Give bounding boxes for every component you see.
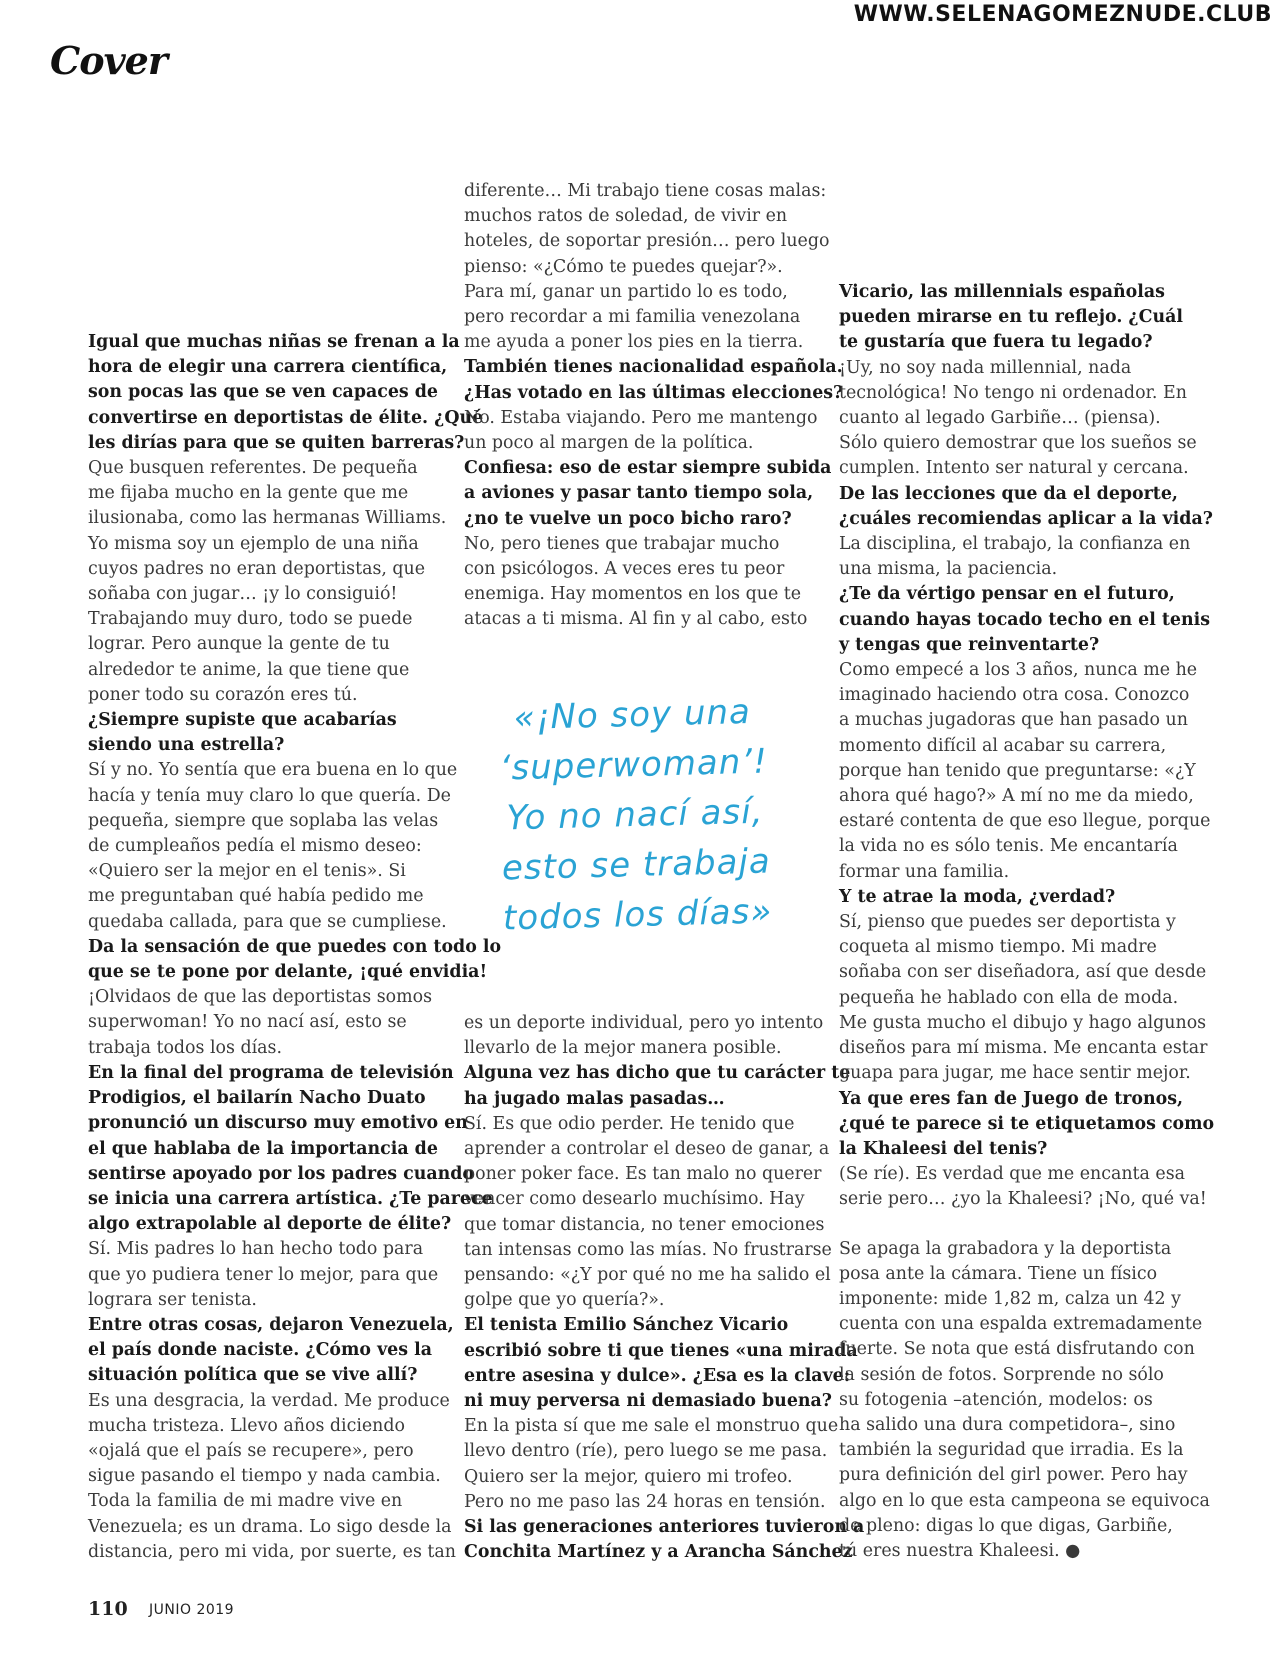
answer-line: me ayuda a poner los pies en la tierra. [464, 332, 804, 353]
answer-line: No. Estaba viajando. Pero me mantengo [464, 407, 818, 428]
answer-line: Quiero ser la mejor, quiero mi trofeo. [464, 1466, 793, 1487]
question-line: hora de elegir una carrera científica, [88, 357, 448, 378]
answer-line: No, pero tienes que trabajar mucho [464, 533, 780, 554]
page-number: 110 [88, 1598, 128, 1620]
answer-line: ¡Uy, no soy nada millennial, nada [839, 357, 1132, 378]
pull-quote-line: Yo no nací así, [506, 791, 764, 839]
answer-line: golpe que yo quería?». [464, 1290, 665, 1311]
answer-line: llevarlo de la mejor manera posible. [464, 1038, 782, 1059]
question-line: convertirse en deportistas de élite. ¿Qué [88, 407, 484, 428]
answer-line: enemiga. Hay momentos en los que te [464, 584, 802, 605]
answer-line: momento difícil al acabar su carrera, [839, 735, 1167, 756]
question-line: ¿Has votado en las últimas elecciones? [464, 382, 844, 403]
answer-line: cumplen. Intento ser natural y cercana. [839, 458, 1189, 479]
question-line: sentirse apoyado por los padres cuando [88, 1163, 475, 1184]
question-line: se inicia una carrera artística. ¿Te parece [88, 1188, 493, 1209]
question-line: Igual que muchas niñas se frenan a la [88, 332, 460, 352]
question-line: son pocas las que se ven capaces de [88, 382, 438, 403]
question-line: ¿qué te parece si te etiquetamos como [839, 1113, 1215, 1134]
question-line: escribió sobre ti que tienes «una mirada [464, 1340, 858, 1361]
section-title: Cover [50, 38, 167, 83]
issue-date: JUNIO 2019 [149, 1602, 235, 1618]
question-line: ¿no te vuelve un poco bicho raro? [464, 508, 792, 529]
question-line: ni muy perversa ni demasiado buena? [464, 1391, 832, 1412]
answer-line: trabaja todos los días. [88, 1037, 282, 1058]
watermark-url: WWW.SELENAGOMEZNUDE.CLUB [853, 2, 1272, 27]
answer-line: me fijaba mucho en la gente que me [88, 483, 409, 504]
answer-line: guapa para jugar, me hace sentir mejor. [839, 1063, 1191, 1084]
answer-line: quedaba callada, para que se cumpliese. [88, 911, 447, 932]
question-line: Da la sensación de que puedes con todo lo [88, 936, 502, 957]
answer-line: ¡Olvidaos de que las deportistas somos [88, 987, 433, 1008]
answer-line: un poco al margen de la política. [464, 433, 754, 454]
question-line: Confiesa: eso de estar siempre subida [464, 458, 832, 479]
answer-line: Es una desgracia, la verdad. Me produce [88, 1390, 450, 1411]
answer-line: su fotogenia –atención, modelos: os [839, 1389, 1153, 1410]
question-line: que se te pone por delante, ¡qué envidia! [88, 962, 488, 983]
question-line: De las lecciones que da el deporte, [839, 483, 1178, 504]
answer-line: Sí. Mis padres lo han hecho todo para [88, 1239, 424, 1260]
answer-line: pequeña, siempre que soplaba las velas [88, 810, 439, 831]
answer-line: de cumpleaños pedía el mismo deseo: [88, 836, 422, 857]
question-line: la Khaleesi del tenis? [839, 1138, 1048, 1159]
answer-line: la vida no es sólo tenis. Me encantaría [839, 836, 1178, 857]
answer-line: a muchas jugadoras que han pasado un [839, 710, 1188, 731]
answer-line: poner todo su corazón eres tú. [88, 684, 358, 705]
question-line: te gustaría que fuera tu legado? [839, 332, 1153, 353]
pull-quote-line: ‘superwoman’! [499, 741, 769, 789]
answer-line: ahora qué hago?» A mí no me da miedo, [839, 786, 1194, 807]
answer-line: poner poker face. Es tan malo no querer [464, 1164, 822, 1185]
pull-quote-line: «¡No soy una [513, 691, 752, 739]
answer-line: tú eres nuestra Khaleesi. ● [839, 1540, 1081, 1561]
pull-quote-line: esto se trabaja [501, 841, 772, 889]
question-line: pueden mirarse en tu reflejo. ¿Cuál [839, 307, 1183, 328]
answer-line: pura definición del girl power. Pero hay [839, 1465, 1188, 1486]
answer-line: cuyos padres no eran deportistas, que [88, 558, 426, 579]
answer-line: Para mí, ganar un partido lo es todo, [464, 281, 788, 302]
answer-line: cuanto al legado Garbiñe… (piensa). [839, 408, 1161, 429]
answer-line: pienso: «¿Cómo te puedes quejar?». [464, 256, 783, 277]
answer-line: imponente: mide 1,82 m, calza un 42 y [839, 1288, 1181, 1309]
answer-line: Sólo quiero demostrar que los sueños se [839, 433, 1197, 454]
question-line: Vicario, las millennials españolas [839, 282, 1165, 302]
question-line: algo extrapolable al deporte de élite? [88, 1214, 452, 1235]
question-line: Si las generaciones anteriores tuvieron a [464, 1517, 865, 1538]
article-column-2-top [464, 179, 843, 633]
answer-line: diseños para mí misma. Me encanta estar [839, 1038, 1208, 1059]
answer-line: que yo pudiera tener lo mejor, para que [88, 1264, 439, 1285]
question-line: entre asesina y dulce». ¿Esa es la clave: [464, 1365, 851, 1386]
answer-line: vencer como desearlo muchísimo. Hay [464, 1189, 805, 1210]
answer-line: posa ante la cámara. Tiene un físico [839, 1263, 1158, 1284]
answer-line: En la pista sí que me sale el monstruo que [464, 1416, 839, 1437]
answer-line: llevo dentro (ríe), pero luego se me pasa. [464, 1441, 828, 1462]
answer-line: tecnológica! No tengo ni ordenador. En [839, 382, 1187, 403]
answer-line: con psicólogos. A veces eres tu peor [464, 559, 785, 580]
answer-line: que tomar distancia, no tener emociones [464, 1214, 825, 1235]
answer-line: tan intensas como las mías. No frustrarse [464, 1239, 832, 1260]
answer-line: pensando: «¿Y por qué no me ha salido el [464, 1265, 831, 1286]
answer-line: Toda la familia de mi madre vive en [88, 1491, 403, 1512]
answer-line: porque han tenido que preguntarse: «¿Y [839, 760, 1196, 781]
answer-line: cuenta con una espalda extremadamente [839, 1314, 1203, 1335]
answer-line: Sí, pienso que puedes ser deportista y [839, 912, 1176, 933]
answer-line: serie pero… ¿yo la Khaleesi? ¡No, qué va! [839, 1189, 1207, 1210]
answer-line: imaginado haciendo otra cosa. Conozco [839, 685, 1190, 706]
answer-line: «ojalá que el país se recupere», pero [88, 1440, 414, 1461]
question-line: Alguna vez has dicho que tu carácter te [464, 1063, 851, 1084]
question-line: En la final del programa de televisión [88, 1062, 454, 1083]
answer-line: Venezuela; es un drama. Lo sigo desde la [88, 1516, 452, 1537]
answer-line: la sesión de fotos. Sorprende no sólo [839, 1364, 1164, 1385]
answer-line: sigue pasando el tiempo y nada cambia. [88, 1466, 441, 1487]
answer-line: Me gusta mucho el dibujo y hago algunos [839, 1012, 1207, 1033]
question-line: a aviones y pasar tanto tiempo sola, [464, 483, 814, 504]
question-line: siendo una estrella? [88, 735, 285, 756]
answer-line: pequeña he hablado con ella de moda. [839, 987, 1179, 1008]
question-line: Prodigios, el bailarín Nacho Duato [88, 1088, 426, 1109]
answer-line: de pleno: digas lo que digas, Garbiñe, [839, 1515, 1173, 1536]
answer-line: Se apaga la grabadora y la deportista [839, 1238, 1172, 1259]
answer-line: muchos ratos de soledad, de vivir en [464, 206, 788, 227]
answer-line: atacas a ti misma. Al fin y al cabo, esto [464, 609, 808, 630]
answer-line: (Se ríe). Es verdad que me encanta esa [839, 1164, 1185, 1185]
answer-line: La disciplina, el trabajo, la confianza en [839, 534, 1191, 555]
article-column-2-bottom [464, 1011, 864, 1565]
answer-line: Trabajando muy duro, todo se puede [88, 609, 413, 630]
answer-line: Yo misma soy un ejemplo de una niña [88, 533, 419, 554]
paragraph-gap [839, 1213, 1214, 1237]
answer-line: pero recordar a mi familia venezolana [464, 307, 801, 328]
question-line: ha jugado malas pasadas… [464, 1088, 725, 1109]
question-line: les dirías para que se quiten barreras? [88, 432, 465, 453]
answer-line: formar una familia. [839, 861, 1010, 882]
pull-quote [467, 686, 803, 945]
question-line: ¿Te da vértigo pensar en el futuro, [839, 584, 1175, 605]
answer-line: Sí. Es que odio perder. He tenido que [464, 1113, 795, 1134]
answer-line: también la seguridad que irradia. Es la [839, 1440, 1184, 1461]
question-line: pronunció un discurso muy emotivo en [88, 1113, 468, 1134]
answer-line: Pero no me paso las 24 horas en tensión. [464, 1491, 826, 1512]
article-column-3 [839, 280, 1214, 1564]
question-line: Y te atrae la moda, ¿verdad? [839, 886, 1116, 907]
question-line: el país donde naciste. ¿Cómo ves la [88, 1340, 432, 1361]
answer-line: Sí y no. Yo sentía que era buena en lo que [88, 760, 458, 781]
answer-line: fuerte. Se nota que está disfrutando con [839, 1339, 1195, 1360]
answer-line: algo en lo que esta campeona se equivoca [839, 1490, 1210, 1511]
answer-line: me preguntaban qué había pedido me [88, 886, 424, 907]
question-line: el que hablaba de la importancia de [88, 1138, 438, 1159]
pull-quote-line: todos los días» [502, 891, 773, 939]
answer-line: estaré contenta de que eso llegue, porque [839, 811, 1211, 832]
answer-line: diferente… Mi trabajo tiene cosas malas: [464, 181, 827, 201]
answer-line: distancia, pero mi vida, por suerte, es tan [88, 1541, 456, 1562]
question-line: situación política que se vive allí? [88, 1365, 418, 1386]
answer-line: hoteles, de soportar presión… pero luego [464, 231, 830, 252]
answer-line: superwoman! Yo no nací así, esto se [88, 1012, 407, 1033]
answer-line: Que busquen referentes. De pequeña [88, 458, 418, 479]
answer-line: es un deporte individual, pero yo intento [464, 1013, 824, 1033]
answer-line: una misma, la paciencia. [839, 559, 1058, 580]
question-line: Entre otras cosas, dejaron Venezuela, [88, 1314, 454, 1335]
question-line: Conchita Martínez y a Arancha Sánchez [464, 1542, 853, 1563]
question-line: También tienes nacionalidad española. [464, 357, 843, 378]
answer-line: mucha tristeza. Llevo años diciendo [88, 1415, 405, 1436]
answer-line: lograr. Pero aunque la gente de tu [88, 634, 390, 655]
answer-line: ha salido una dura competidora–, sino [839, 1414, 1176, 1435]
question-line: ¿cuáles recomiendas aplicar a la vida? [839, 508, 1213, 529]
answer-line: Como empecé a los 3 años, nunca me he [839, 660, 1198, 681]
answer-line: ilusionaba, como las hermanas Williams. [88, 508, 447, 529]
question-line: y tengas que reinventarte? [839, 634, 1100, 655]
question-line: El tenista Emilio Sánchez Vicario [464, 1315, 789, 1336]
answer-line: aprender a controlar el deseo de ganar, a [464, 1139, 830, 1160]
question-line: Ya que eres fan de Juego de tronos, [839, 1088, 1184, 1109]
article-column-1 [88, 330, 501, 1565]
answer-line: alrededor te anime, la que tiene que [88, 659, 410, 680]
answer-line: soñaba con jugar… ¡y lo consiguió! [88, 584, 398, 605]
answer-line: lograra ser tenista. [88, 1289, 257, 1310]
answer-line: soñaba con ser diseñadora, así que desde [839, 962, 1207, 983]
answer-line: hacía y tenía muy claro lo que quería. De [88, 785, 451, 806]
question-line: cuando hayas tocado techo en el tenis [839, 609, 1211, 630]
answer-line: «Quiero ser la mejor en el tenis». Si [88, 861, 406, 882]
question-line: ¿Siempre supiste que acabarías [88, 710, 397, 731]
answer-line: coqueta al mismo tiempo. Mi madre [839, 937, 1157, 958]
